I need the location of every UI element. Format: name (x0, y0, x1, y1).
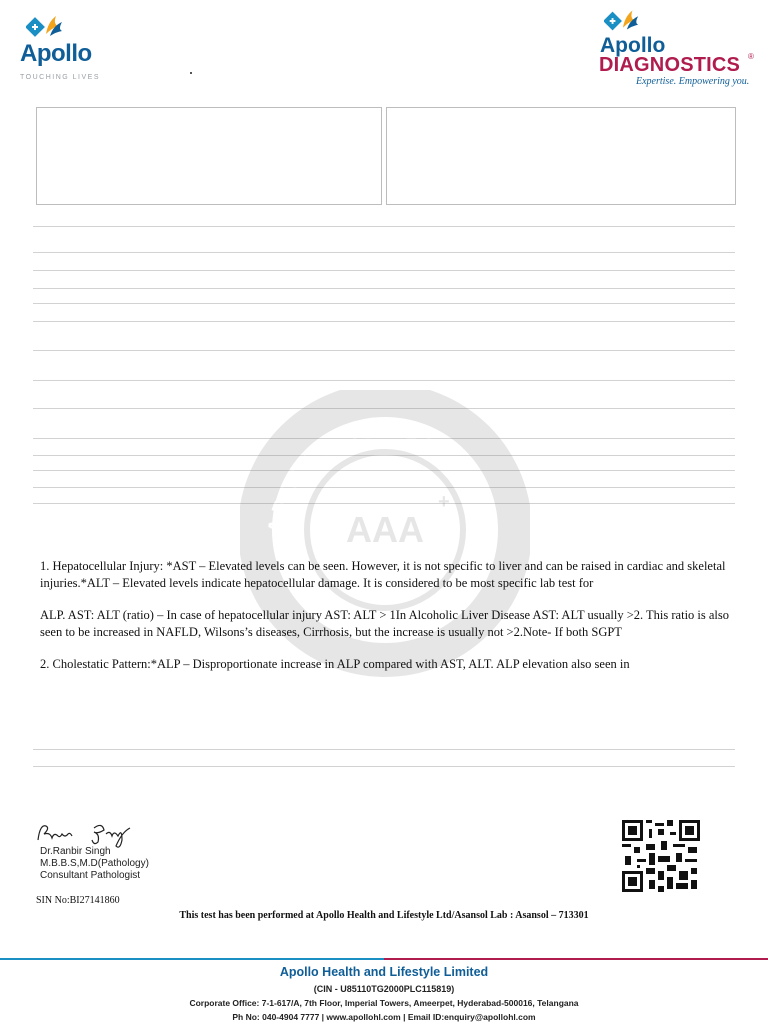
footer-divider (0, 958, 768, 960)
stray-dot (190, 72, 192, 74)
diagnostics-logo-apollo-text: Apollo (600, 34, 666, 57)
watermark-center-text: AAA (346, 509, 424, 550)
ruled-line (33, 270, 735, 271)
interpretation-notes (40, 558, 730, 688)
pathologist-name: Dr.Ranbir Singh (40, 846, 111, 857)
apollo-diagnostics-logo-mark-icon (604, 6, 642, 36)
apollo-logo-mark-icon (26, 12, 66, 42)
apollo-diagnostics-logo (596, 6, 756, 90)
footer-address: Corporate Office: 7-1-617/A, 7th Floor, Imperial Towers, Ameerpet, Hyderabad-500016, Telangana (189, 998, 579, 1008)
pathologist-title: Consultant Pathologist (40, 870, 141, 881)
note-paragraph: ALP. AST: ALT (ratio) – In case of hepatocellular injury AST: ALT > 1In Alcoholic Liver Disease AST: ALT usually >2. This ratio is also seen to be increased in NAFLD, Wilsons’s diseases, Cirrhosis, but the increase is usually not >2.Note- If both SGPT (40, 608, 730, 639)
qr-code (622, 820, 700, 892)
diagnostics-logo-text: DIAGNOSTICS (599, 54, 741, 76)
patient-info-box-right (386, 107, 736, 205)
pathologist-degree: M.B.B.S,M.D(Pathology) (40, 858, 149, 869)
ruled-line (33, 749, 735, 750)
handwritten-signature (34, 818, 144, 848)
ruled-line (33, 288, 735, 289)
footer-cin: (CIN - U85110TG2000PLC115819) (313, 984, 455, 994)
watermark-plus: + (438, 491, 450, 513)
apollo-logo-text: Apollo (20, 40, 92, 67)
footer-company-name: Apollo Health and Lifestyle Limited (279, 965, 489, 979)
patient-info-box-left (36, 107, 382, 205)
lab-performed-statement: This test has been performed at Apollo Health and Lifestyle Ltd/Asansol Lab : Asansol – 713301 (179, 910, 589, 921)
registered-mark: ® (748, 52, 754, 61)
footer (0, 964, 768, 1024)
note-paragraph: 1. Hepatocellular Injury: *AST – Elevated levels can be seen. However, it is not specific to liver and can be raised in cardiac and skeletal injuries.*ALT – Elevated levels indicate hepatocellular damage. It is considered to be most specific lab test for (40, 559, 726, 590)
pathologist-signature-block (34, 818, 164, 890)
diagnostics-logo-tagline: Expertise. Empowering you. (636, 76, 750, 87)
apollo-logo (18, 12, 108, 82)
sample-id: SIN No:BI27141860 (36, 895, 120, 906)
ruled-line (33, 226, 735, 227)
ruled-line (33, 252, 735, 253)
ruled-line (33, 766, 735, 767)
ruled-line (33, 380, 735, 381)
apollo-logo-tagline: TOUCHING LIVES (20, 74, 100, 81)
footer-contact: Ph No: 040-4904 7777 | www.apollohl.com | Email ID:enquiry@apollohl.com (232, 1012, 536, 1022)
watermark-top-text: APOLLO TRUST (262, 416, 443, 536)
ruled-line (33, 303, 735, 304)
note-paragraph: 2. Cholestatic Pattern:*ALP – Disproportionate increase in ALP compared with AST, ALT. ALP elevation also seen in (40, 657, 630, 671)
ruled-line (33, 350, 735, 351)
ruled-line (33, 321, 735, 322)
